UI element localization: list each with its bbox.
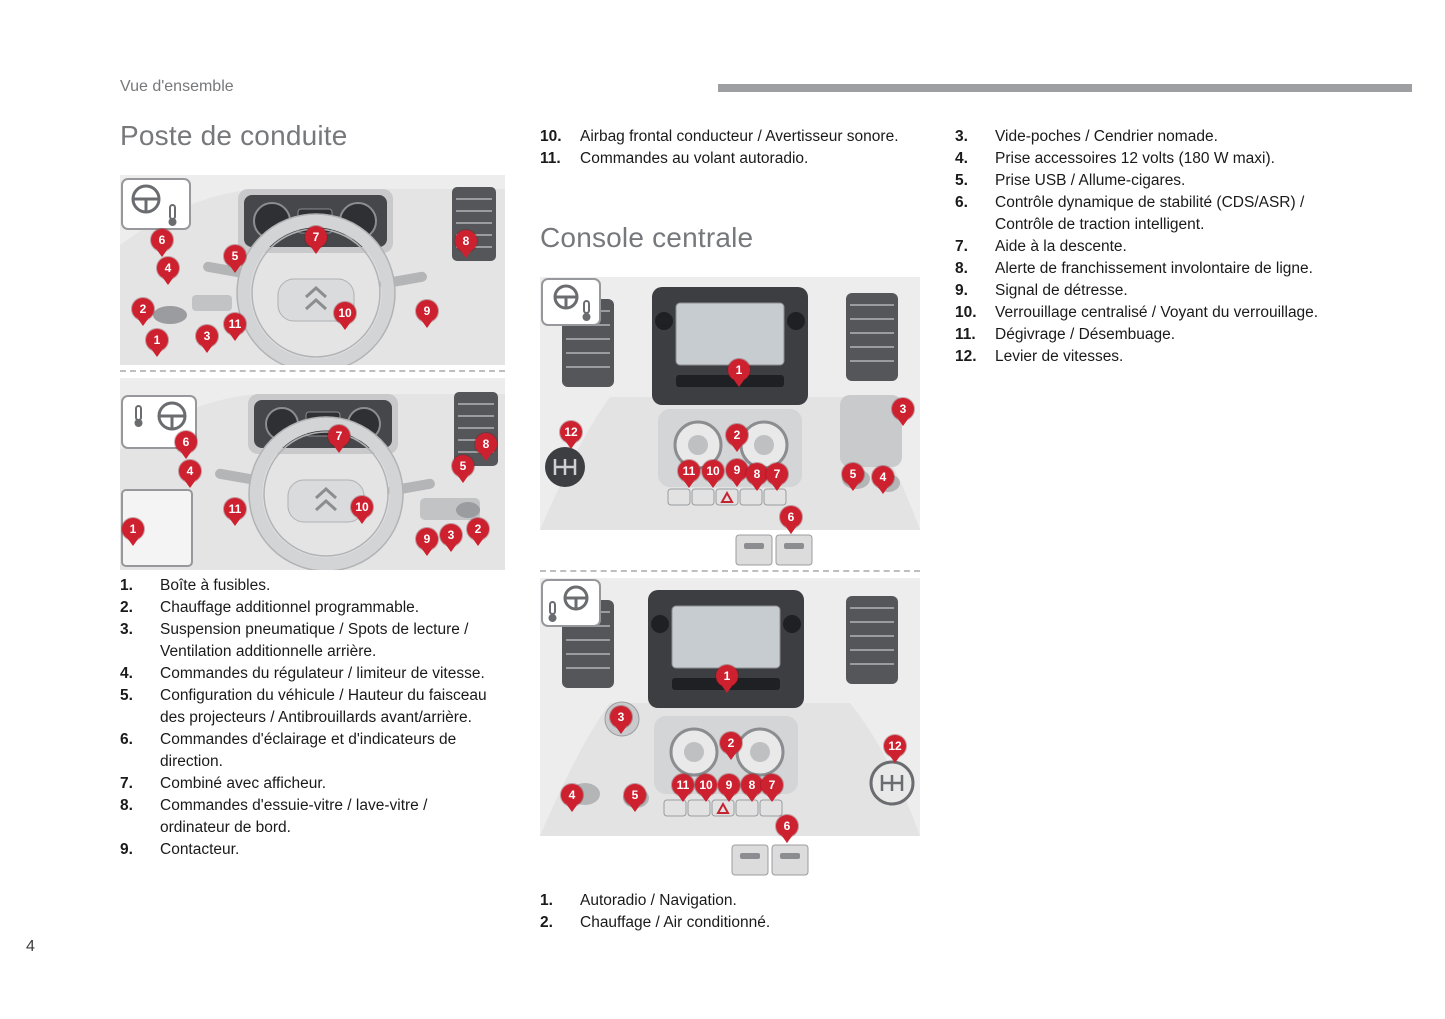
callout-marker: 5 — [224, 245, 246, 267]
legend-item-text: Combiné avec afficheur. — [160, 775, 327, 792]
switch-panel — [736, 535, 772, 565]
legend-item-text: Prise USB / Allume-cigares. — [995, 172, 1186, 189]
legend-console-centrale-continued — [955, 126, 1333, 368]
callout-marker: 6 — [780, 506, 802, 528]
legend-item-text: Commandes d'éclairage et d'indicateurs de direction. — [160, 731, 457, 770]
legend-item-number: 8. — [120, 797, 133, 814]
legend-item-number: 3. — [120, 621, 133, 638]
legend-item-text: Contrôle dynamique de stabilité (CDS/ASR) / Contrôle de traction intelligent. — [995, 194, 1305, 233]
callout-marker: 8 — [746, 463, 768, 485]
legend-item — [120, 619, 492, 663]
legend-item-number: 9. — [120, 841, 133, 858]
section-title-console: Console centrale — [540, 222, 754, 253]
header-rule — [718, 84, 1412, 92]
variant-separator — [540, 570, 920, 572]
legend-item-number: 7. — [120, 775, 133, 792]
switch-panel — [772, 845, 808, 875]
callout-marker: 1 — [146, 329, 168, 351]
legend-console-centrale — [540, 890, 908, 934]
legend-item-text: Contacteur. — [160, 841, 240, 858]
legend-item — [955, 148, 1333, 170]
legend-item — [120, 773, 492, 795]
legend-item-number: 7. — [955, 238, 968, 255]
dashboard-diagram-variant-2 — [120, 378, 505, 570]
console-illustration — [540, 578, 920, 878]
legend-item — [540, 148, 908, 170]
callout-marker: 7 — [305, 226, 327, 248]
callout-marker: 5 — [452, 455, 474, 477]
callout-marker: 7 — [328, 425, 350, 447]
legend-item-number: 6. — [120, 731, 133, 748]
callout-marker: 7 — [761, 774, 783, 796]
console-illustration — [540, 277, 920, 567]
legend-item-text: Chauffage / Air conditionné. — [580, 914, 771, 931]
legend-item — [120, 795, 492, 839]
callout-marker: 4 — [872, 466, 894, 488]
legend-item-text: Commandes au volant autoradio. — [580, 150, 809, 167]
legend-item-number: 9. — [955, 282, 968, 299]
callout-marker: 8 — [475, 433, 497, 455]
callout-marker: 9 — [718, 774, 740, 796]
legend-item — [955, 324, 1333, 346]
callout-marker: 12 — [884, 735, 906, 757]
callout-marker: 8 — [741, 774, 763, 796]
legend-item-number: 11. — [955, 326, 976, 343]
legend-item-number: 1. — [120, 577, 133, 594]
air-vent-icon — [846, 293, 898, 381]
legend-item — [955, 126, 1333, 148]
callout-marker: 2 — [726, 424, 748, 446]
console-diagram-variant-1 — [540, 277, 920, 567]
legend-item-number: 5. — [120, 687, 133, 704]
callout-marker: 10 — [334, 302, 356, 324]
callout-marker: 11 — [224, 313, 246, 335]
air-vent-icon — [846, 596, 898, 684]
legend-item — [955, 258, 1333, 280]
chapter-header: Vue d'ensemble — [120, 78, 234, 95]
legend-item — [120, 663, 492, 685]
legend-item-number: 4. — [120, 665, 133, 682]
legend-item — [955, 170, 1333, 192]
callout-marker: 4 — [179, 460, 201, 482]
legend-item — [120, 575, 492, 597]
legend-item-text: Commandes du régulateur / limiteur de vitesse. — [160, 665, 485, 682]
callout-marker: 3 — [892, 398, 914, 420]
legend-item-number: 8. — [955, 260, 968, 277]
legend-item-text: Boîte à fusibles. — [160, 577, 271, 594]
callout-marker: 6 — [151, 229, 173, 251]
callout-marker: 9 — [726, 459, 748, 481]
callout-marker: 2 — [467, 518, 489, 540]
callout-marker: 11 — [224, 498, 246, 520]
legend-item-text: Commandes d'essuie-vitre / lave-vitre / ordinateur de bord. — [160, 797, 428, 836]
legend-item — [955, 236, 1333, 258]
legend-item — [540, 126, 908, 148]
callout-marker: 6 — [776, 815, 798, 837]
legend-item-text: Suspension pneumatique / Spots de lecture / Ventilation additionnelle arrière. — [160, 621, 469, 660]
legend-item-text: Autoradio / Navigation. — [580, 892, 737, 909]
legend-item-text: Vide-poches / Cendrier nomade. — [995, 128, 1218, 145]
legend-item-text: Alerte de franchissement involontaire de ligne. — [995, 260, 1313, 277]
legend-item-text: Prise accessoires 12 volts (180 W maxi). — [995, 150, 1275, 167]
callout-marker: 11 — [672, 774, 694, 796]
callout-marker: 3 — [196, 325, 218, 347]
callout-marker: 1 — [728, 359, 750, 381]
callout-marker: 3 — [440, 524, 462, 546]
legend-poste-conduite — [120, 575, 492, 861]
legend-item-number: 2. — [120, 599, 133, 616]
callout-marker: 9 — [416, 300, 438, 322]
legend-item-text: Chauffage additionnel programmable. — [160, 599, 420, 616]
legend-item-number: 4. — [955, 150, 968, 167]
legend-item — [955, 280, 1333, 302]
legend-item — [120, 597, 492, 619]
callout-marker: 2 — [720, 732, 742, 754]
callout-marker: 5 — [842, 463, 864, 485]
legend-item — [955, 302, 1333, 324]
callout-marker: 9 — [416, 528, 438, 550]
legend-item-number: 5. — [955, 172, 968, 189]
legend-item-number: 12. — [955, 348, 977, 365]
legend-item — [540, 912, 908, 934]
callout-marker: 10 — [695, 774, 717, 796]
section-title-poste: Poste de conduite — [120, 120, 348, 151]
legend-item-number: 1. — [540, 892, 553, 909]
legend-item — [955, 346, 1333, 368]
legend-item — [120, 729, 492, 773]
legend-item-number: 6. — [955, 194, 968, 211]
legend-item-text: Signal de détresse. — [995, 282, 1128, 299]
callout-marker: 1 — [122, 518, 144, 540]
switch-panel — [732, 845, 768, 875]
legend-item-number: 10. — [955, 304, 977, 321]
callout-marker: 7 — [766, 463, 788, 485]
legend-poste-conduite-continued — [540, 126, 908, 170]
legend-item-number: 11. — [540, 150, 561, 167]
console-diagram-variant-2 — [540, 578, 920, 878]
legend-item-text: Verrouillage centralisé / Voyant du verrouillage. — [995, 304, 1319, 321]
callout-marker: 6 — [175, 431, 197, 453]
callout-marker: 12 — [560, 421, 582, 443]
callout-marker: 1 — [716, 665, 738, 687]
legend-item-number: 3. — [955, 128, 968, 145]
legend-item-text: Aide à la descente. — [995, 238, 1127, 255]
callout-marker: 4 — [561, 784, 583, 806]
legend-item-number: 2. — [540, 914, 553, 931]
callout-marker: 10 — [351, 496, 373, 518]
legend-item-text: Dégivrage / Désembuage. — [995, 326, 1176, 343]
callout-marker: 5 — [624, 784, 646, 806]
dashboard-diagram-variant-1 — [120, 175, 505, 365]
callout-marker: 4 — [157, 257, 179, 279]
legend-item — [540, 890, 908, 912]
page-number: 4 — [26, 938, 35, 955]
switch-panel — [776, 535, 812, 565]
legend-item-text: Airbag frontal conducteur / Avertisseur sonore. — [580, 128, 899, 145]
callout-marker: 3 — [610, 706, 632, 728]
callout-key-box — [122, 179, 190, 229]
callout-marker: 11 — [678, 460, 700, 482]
legend-item-text: Levier de vitesses. — [995, 348, 1124, 365]
legend-item — [955, 192, 1333, 236]
callout-marker: 10 — [702, 460, 724, 482]
legend-item-text: Configuration du véhicule / Hauteur du faisceau des projecteurs / Antibrouillards avant/arrière. — [160, 687, 487, 726]
legend-item-number: 10. — [540, 128, 562, 145]
callout-marker: 2 — [132, 298, 154, 320]
callout-marker: 8 — [455, 230, 477, 252]
legend-item — [120, 685, 492, 729]
variant-separator — [120, 370, 505, 372]
legend-item — [120, 839, 492, 861]
